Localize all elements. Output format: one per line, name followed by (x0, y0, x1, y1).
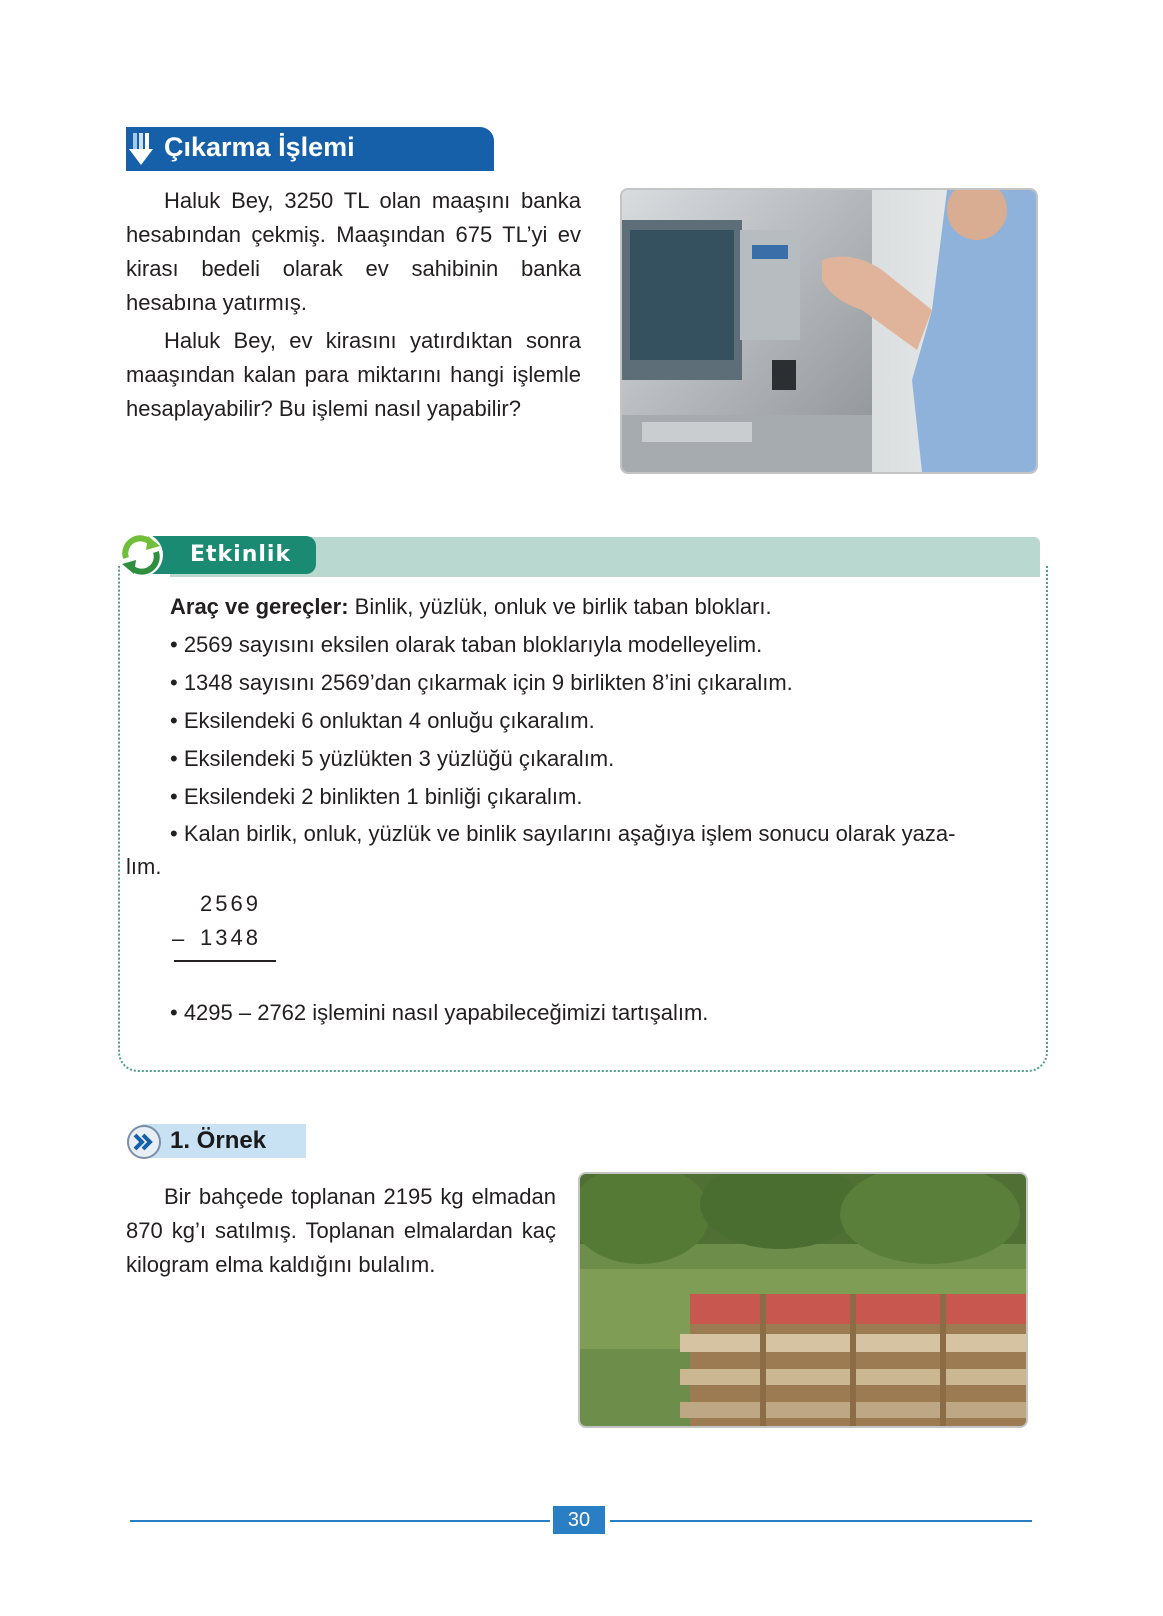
activity-bullet: • Eksilendeki 2 binlikten 1 binliği çıkaralım. (170, 784, 583, 809)
double-chevron-icon (126, 1124, 162, 1160)
minuend: 2569 (200, 891, 261, 916)
intro-paragraph: Haluk Bey, ev kirasını yatırdıktan sonra maaşından kalan para miktarını hangi işlemle hesaplayabilir? Bu işlemi nasıl yapabilir? (126, 328, 581, 421)
recycle-arrows-icon (118, 532, 164, 578)
example-text (126, 1180, 556, 1282)
activity-bullet: • 2569 sayısını eksilen olarak taban bloklarıyla modelleyelim. (170, 632, 763, 657)
subtraction-line (174, 960, 276, 962)
activity-content (126, 588, 1026, 882)
apple-orchard-photo (578, 1172, 1028, 1428)
tools-text: Binlik, yüzlük, onluk ve birlik taban blokları. (348, 594, 772, 619)
activity-tab-label: Etkinlik (190, 542, 292, 567)
atm-photo (620, 188, 1038, 474)
example-paragraph: Bir bahçede toplanan 2195 kg elmadan 870 kg’ı satılmış. Toplanan elmalardan kaç kilogram elma kaldığını bulalım. (126, 1184, 556, 1277)
activity-bullet: • 1348 sayısını 2569’dan çıkarmak için 9 birlikten 8’ini çıkaralım. (170, 670, 793, 695)
footer-rule-right (610, 1520, 1032, 1522)
down-arrow-icon (129, 133, 159, 167)
tools-line (170, 588, 1026, 626)
section-title: Çıkarma İşlemi (164, 132, 355, 162)
tools-label: Araç ve gereçler: (170, 594, 349, 619)
minus-sign: – (172, 926, 185, 951)
footer-rule-left (130, 1520, 550, 1522)
example-header (126, 1124, 306, 1158)
section-header (126, 127, 494, 171)
activity-bullet-continuation: lım. (126, 854, 162, 879)
intro-paragraph: Haluk Bey, 3250 TL olan maaşını banka hesabından çekmiş. Maaşından 675 TL’yi ev kirası bedeli olarak ev sahibinin banka hesabına yatırmış. (126, 188, 581, 315)
page-number: 30 (553, 1506, 605, 1534)
activity-tab (148, 536, 316, 574)
activity-bullet: • Eksilendeki 5 yüzlükten 3 yüzlüğü çıkaralım. (170, 746, 615, 771)
subtrahend: 1348 (200, 925, 261, 950)
example-label: 1. Örnek (170, 1127, 267, 1154)
activity-bullet: • Kalan birlik, onluk, yüzlük ve binlik sayılarını aşağıya işlem sonucu olarak yaza- (170, 821, 956, 846)
discussion-bullet: • 4295 – 2762 işlemini nasıl yapabileceğimizi tartışalım. (170, 1000, 709, 1025)
intro-text (126, 184, 581, 426)
activity-bullet: • Eksilendeki 6 onluktan 4 onluğu çıkaralım. (170, 708, 595, 733)
